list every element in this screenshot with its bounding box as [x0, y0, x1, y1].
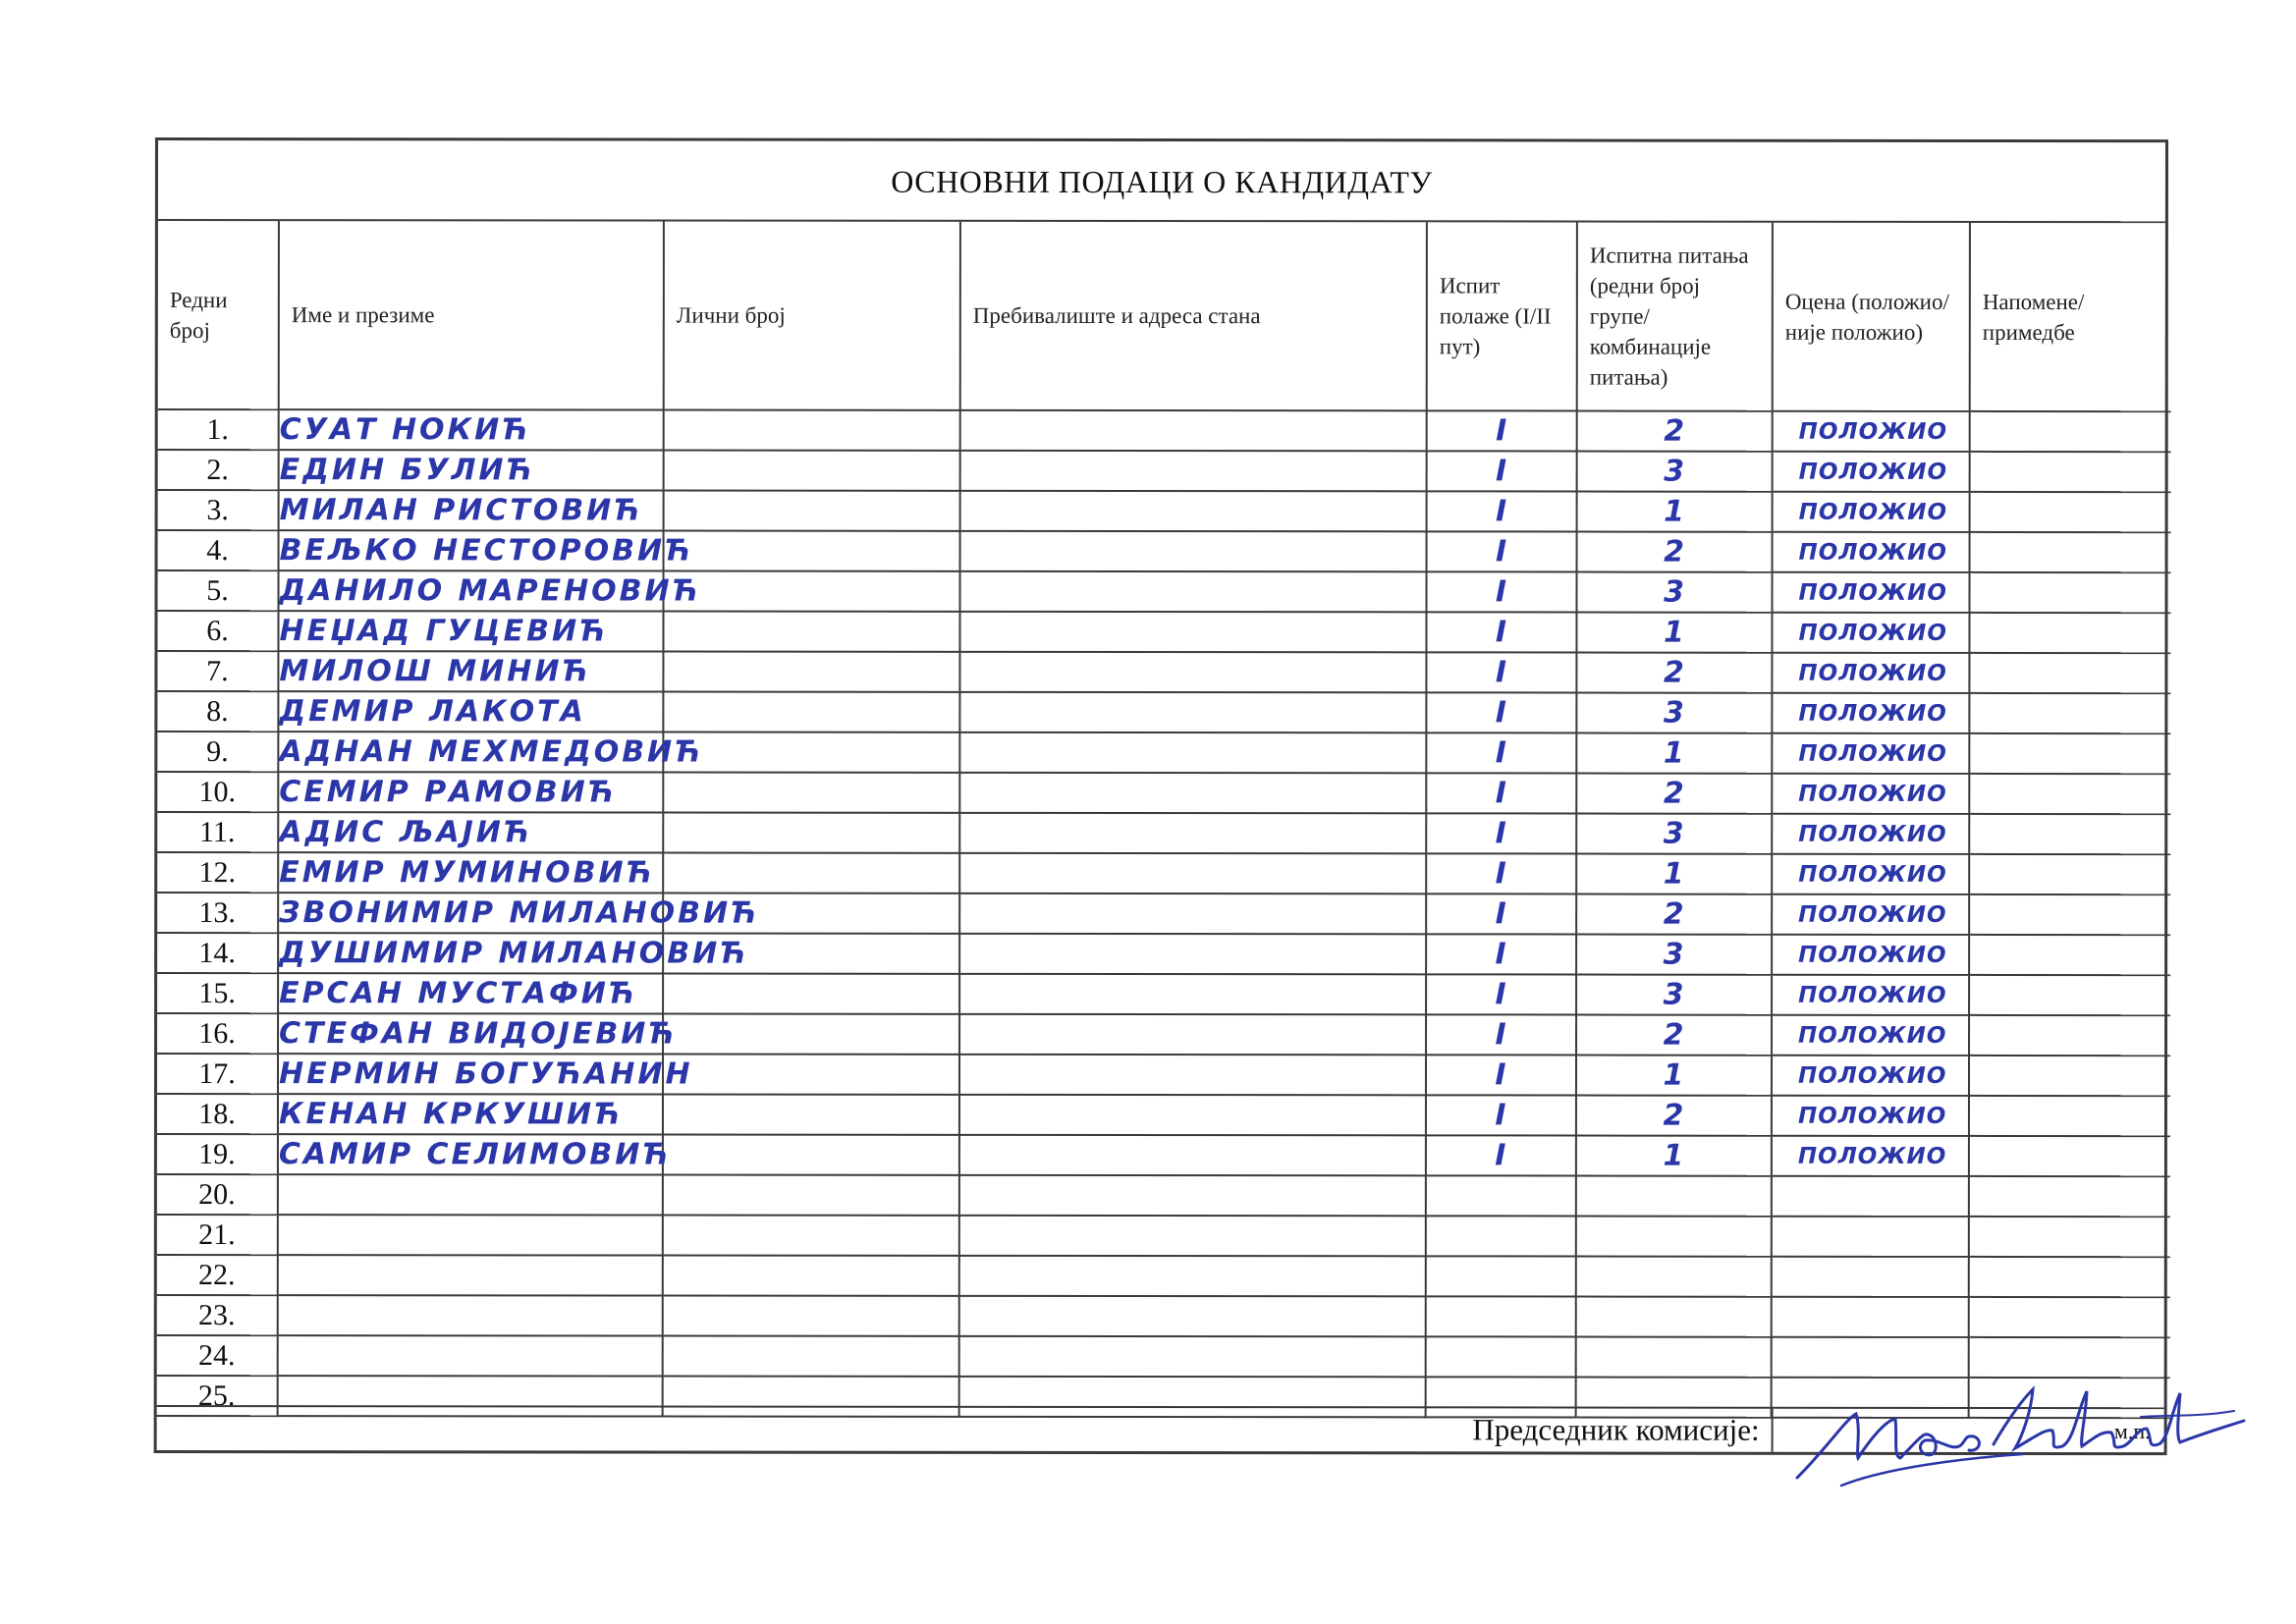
- candidate-name: [278, 1335, 663, 1376]
- grade-cell: ПОЛОЖИО: [1773, 532, 1970, 572]
- personal-id-cell: [663, 1055, 959, 1095]
- personal-id-cell: [663, 1014, 959, 1055]
- candidate-name: ВЕЉКО НЕСТОРОВИЋ: [279, 530, 664, 570]
- attempt-cell: I: [1427, 531, 1577, 571]
- notes-cell: [1970, 411, 2171, 452]
- grade-cell: ПОЛОЖИО: [1772, 693, 1969, 733]
- attempt-cell: I: [1426, 934, 1576, 974]
- notes-cell: [1970, 452, 2171, 492]
- personal-id-cell: [663, 813, 959, 853]
- address-cell: [959, 692, 1426, 732]
- personal-id-cell: [663, 1256, 959, 1296]
- candidate-name: САМИР СЕЛИМОВИЋ: [278, 1134, 663, 1174]
- address-cell: [959, 853, 1426, 893]
- notes-cell: [1969, 613, 2170, 653]
- address-cell: [959, 1256, 1426, 1296]
- exam-group-cell: [1576, 1257, 1772, 1297]
- grade-cell: ПОЛОЖИО: [1772, 935, 1969, 975]
- personal-id-cell: [664, 531, 960, 571]
- grade-cell: ПОЛОЖИО: [1772, 1136, 1969, 1176]
- grade-cell: ПОЛОЖИО: [1772, 653, 1969, 693]
- address-cell: [959, 773, 1426, 813]
- row-ordinal: 3.: [158, 490, 279, 530]
- grade-cell: ПОЛОЖИО: [1772, 814, 1969, 854]
- row-ordinal: 17.: [157, 1054, 278, 1094]
- grade-cell: ПОЛОЖИО: [1773, 452, 1970, 492]
- notes-cell: [1969, 894, 2170, 935]
- form-title: ОСНОВНИ ПОДАЦИ О КАНДИДАТУ: [158, 140, 2165, 223]
- exam-group-cell: 3: [1576, 975, 1772, 1015]
- candidate-name: НЕЏАД ГУЦЕВИЋ: [278, 611, 663, 651]
- attempt-cell: I: [1426, 1135, 1576, 1175]
- row-ordinal: 22.: [157, 1255, 278, 1295]
- exam-group-cell: 3: [1576, 935, 1772, 975]
- notes-cell: [1969, 653, 2170, 693]
- column-header-exam-questions: Испитна питања (редни број групе/ комбинације питања): [1577, 223, 1773, 411]
- exam-group-cell: [1576, 1297, 1772, 1337]
- candidate-name: СТЕФАН ВИДОЈЕВИЋ: [278, 1013, 663, 1054]
- exam-group-cell: 2: [1576, 1015, 1772, 1056]
- attempt-cell: I: [1426, 1014, 1576, 1055]
- row-ordinal: 21.: [157, 1215, 278, 1255]
- candidate-name: МИЛАН РИСТОВИЋ: [279, 490, 664, 530]
- personal-id-cell: [663, 1216, 959, 1256]
- exam-group-cell: 3: [1576, 572, 1772, 613]
- grade-cell: [1772, 1297, 1969, 1337]
- column-header-personal-id: Лични број: [664, 222, 960, 410]
- row-ordinal: 20.: [157, 1174, 278, 1215]
- table-row: [157, 1054, 2170, 1096]
- row-ordinal: 12.: [157, 852, 278, 893]
- row-ordinal: 18.: [157, 1094, 278, 1134]
- address-cell: [959, 1135, 1426, 1175]
- president-signature: [1787, 1360, 2249, 1488]
- address-cell: [959, 893, 1426, 934]
- column-header-address: Пребивалиште и адреса стана: [960, 222, 1427, 410]
- table-row: [157, 933, 2170, 975]
- grade-cell: [1772, 1176, 1969, 1217]
- candidate-name: АДИС ЉАЈИЋ: [278, 812, 663, 852]
- candidate-name: СУАТ НОКИЋ: [279, 409, 664, 450]
- personal-id-cell: [664, 410, 960, 451]
- address-cell: [960, 491, 1427, 531]
- candidate-form: [154, 137, 2168, 1455]
- exam-group-cell: [1576, 1337, 1772, 1378]
- exam-group-cell: [1576, 1176, 1772, 1217]
- personal-id-cell: [663, 1336, 959, 1377]
- address-cell: [959, 1175, 1426, 1216]
- exam-group-cell: 1: [1576, 613, 1772, 653]
- exam-group-cell: [1576, 1217, 1772, 1257]
- address-cell: [959, 612, 1426, 652]
- row-ordinal: 19.: [157, 1134, 278, 1174]
- address-cell: [959, 934, 1426, 974]
- attempt-cell: I: [1426, 853, 1576, 893]
- notes-cell: [1970, 492, 2171, 532]
- column-header-name: Име и презиме: [279, 221, 664, 409]
- attempt-cell: [1426, 1256, 1576, 1296]
- exam-group-cell: 1: [1576, 1136, 1772, 1176]
- attempt-cell: I: [1426, 773, 1576, 813]
- column-header-attempt: Испит полаже (I/II пут): [1427, 222, 1577, 410]
- grade-cell: ПОЛОЖИО: [1772, 975, 1969, 1015]
- candidate-table: [157, 221, 2171, 1419]
- table-row: [157, 570, 2170, 613]
- candidate-rows: [157, 409, 2171, 1418]
- exam-group-cell: 2: [1576, 1096, 1772, 1136]
- row-ordinal: 1.: [158, 409, 279, 450]
- attempt-cell: [1426, 1336, 1576, 1377]
- row-ordinal: 24.: [157, 1335, 278, 1376]
- grade-cell: ПОЛОЖИО: [1772, 894, 1969, 935]
- table-row: [157, 1215, 2170, 1257]
- candidate-name: ДЕМИР ЛАКОТА: [278, 691, 663, 731]
- row-ordinal: 7.: [157, 651, 278, 691]
- personal-id-cell: [663, 773, 959, 813]
- attempt-cell: I: [1426, 813, 1576, 853]
- table-row: [158, 530, 2171, 572]
- row-ordinal: 15.: [157, 973, 278, 1013]
- header-row: [158, 221, 2171, 411]
- notes-cell: [1969, 854, 2170, 894]
- table-row: [157, 852, 2170, 894]
- notes-cell: [1970, 532, 2171, 572]
- candidate-name: ДАНИЛО МАРЕНОВИЋ: [278, 570, 663, 611]
- table-row: [157, 973, 2170, 1015]
- address-cell: [960, 451, 1427, 491]
- grade-cell: [1772, 1257, 1969, 1297]
- attempt-cell: I: [1426, 571, 1576, 612]
- candidate-name: [278, 1174, 663, 1215]
- grade-cell: ПОЛОЖИО: [1773, 492, 1970, 532]
- notes-cell: [1969, 1056, 2170, 1096]
- exam-group-cell: 3: [1576, 814, 1772, 854]
- table-row: [157, 611, 2170, 653]
- candidate-name: ЕДИН БУЛИЋ: [279, 450, 664, 490]
- row-ordinal: 14.: [157, 933, 278, 973]
- grade-cell: ПОЛОЖИО: [1772, 774, 1969, 814]
- address-cell: [959, 571, 1426, 612]
- footer-divider: [1772, 1409, 1774, 1452]
- row-ordinal: 23.: [157, 1295, 278, 1335]
- exam-group-cell: 2: [1576, 774, 1772, 814]
- row-ordinal: 10.: [157, 772, 278, 812]
- candidate-name: ЕРСАН МУСТАФИЋ: [278, 973, 663, 1013]
- attempt-cell: [1426, 1175, 1576, 1216]
- address-cell: [959, 1216, 1426, 1256]
- row-ordinal: 6.: [157, 611, 278, 651]
- personal-id-cell: [663, 612, 959, 652]
- column-header-notes: Напомене/ примедбе: [1970, 223, 2171, 411]
- row-ordinal: 4.: [158, 530, 279, 570]
- notes-cell: [1969, 572, 2170, 613]
- address-cell: [959, 652, 1426, 692]
- notes-cell: [1969, 1217, 2170, 1257]
- table-row: [157, 731, 2170, 774]
- address-cell: [959, 1336, 1426, 1377]
- attempt-cell: I: [1426, 974, 1576, 1014]
- exam-group-cell: 1: [1576, 733, 1772, 774]
- notes-cell: [1969, 814, 2170, 854]
- exam-group-cell: 1: [1576, 854, 1772, 894]
- address-cell: [959, 732, 1426, 773]
- notes-cell: [1969, 1176, 2170, 1217]
- row-ordinal: 9.: [157, 731, 278, 772]
- table-row: [157, 1295, 2170, 1337]
- notes-cell: [1969, 935, 2170, 975]
- grade-cell: ПОЛОЖИО: [1772, 854, 1969, 894]
- exam-group-cell: 2: [1576, 653, 1772, 693]
- address-cell: [959, 1055, 1426, 1095]
- address-cell: [959, 1014, 1426, 1055]
- candidate-name: КЕНАН КРКУШИЋ: [278, 1094, 663, 1134]
- exam-group-cell: 1: [1576, 1056, 1772, 1096]
- row-ordinal: 13.: [157, 893, 278, 933]
- personal-id-cell: [663, 1095, 959, 1135]
- exam-group-cell: 1: [1577, 492, 1773, 532]
- grade-cell: ПОЛОЖИО: [1772, 1056, 1969, 1096]
- candidate-name: МИЛОШ МИНИЋ: [278, 651, 663, 691]
- table-row: [157, 1094, 2170, 1136]
- personal-id-cell: [663, 1135, 959, 1175]
- exam-group-cell: 3: [1577, 452, 1773, 492]
- personal-id-cell: [664, 451, 960, 491]
- exam-group-cell: 2: [1576, 894, 1772, 935]
- personal-id-cell: [664, 491, 960, 531]
- attempt-cell: I: [1426, 893, 1576, 934]
- address-cell: [959, 974, 1426, 1014]
- personal-id-cell: [663, 732, 959, 773]
- personal-id-cell: [663, 1175, 959, 1216]
- grade-cell: [1772, 1217, 1969, 1257]
- table-row: [157, 812, 2170, 854]
- table-row: [157, 772, 2170, 814]
- candidate-name: [278, 1295, 663, 1335]
- attempt-cell: I: [1426, 1095, 1576, 1135]
- table-row: [157, 1174, 2170, 1217]
- personal-id-cell: [663, 652, 959, 692]
- address-cell: [959, 1095, 1426, 1135]
- table-row: [157, 1013, 2170, 1056]
- candidate-name: АДНАН МЕХМЕДОВИЋ: [278, 731, 663, 772]
- attempt-cell: I: [1426, 692, 1576, 732]
- table-row: [157, 1255, 2170, 1297]
- attempt-cell: I: [1426, 612, 1576, 652]
- personal-id-cell: [663, 853, 959, 893]
- table-row: [157, 691, 2170, 733]
- commission-president-label: Председник комисије:: [1472, 1412, 1760, 1447]
- personal-id-cell: [663, 571, 959, 612]
- table-row: [157, 893, 2170, 935]
- candidate-name: ЕМИР МУМИНОВИЋ: [278, 852, 663, 893]
- row-ordinal: 16.: [157, 1013, 278, 1054]
- column-header-grade: Оцена (положио/ није положио): [1773, 223, 1970, 411]
- row-ordinal: 11.: [157, 812, 278, 852]
- attempt-cell: [1426, 1216, 1576, 1256]
- address-cell: [960, 410, 1427, 451]
- candidate-name: [278, 1215, 663, 1255]
- personal-id-cell: [663, 692, 959, 732]
- address-cell: [959, 1296, 1426, 1336]
- candidate-name: ЗВОНИМИР МИЛАНОВИЋ: [278, 893, 663, 933]
- attempt-cell: I: [1427, 410, 1577, 451]
- exam-group-cell: 2: [1577, 411, 1773, 452]
- exam-group-cell: 3: [1576, 693, 1772, 733]
- attempt-cell: I: [1427, 491, 1577, 531]
- attempt-cell: [1426, 1296, 1576, 1336]
- grade-cell: ПОЛОЖИО: [1772, 572, 1969, 613]
- grade-cell: ПОЛОЖИО: [1772, 613, 1969, 653]
- table-row: [158, 450, 2171, 492]
- attempt-cell: I: [1426, 652, 1576, 692]
- notes-cell: [1969, 1257, 2170, 1297]
- row-ordinal: 2.: [158, 450, 279, 490]
- attempt-cell: I: [1426, 1055, 1576, 1095]
- stamp-label: м.п.: [2113, 1419, 2151, 1444]
- table-row: [157, 1134, 2170, 1176]
- table-row: [157, 651, 2170, 693]
- candidate-name: ДУШИМИР МИЛАНОВИЋ: [278, 933, 663, 973]
- table-row: [158, 490, 2171, 532]
- row-ordinal: 25.: [157, 1376, 278, 1416]
- personal-id-cell: [663, 974, 959, 1014]
- attempt-cell: I: [1426, 732, 1576, 773]
- row-ordinal: 8.: [157, 691, 278, 731]
- personal-id-cell: [663, 1296, 959, 1336]
- candidate-name: НЕРМИН БОГУЋАНИН: [278, 1054, 663, 1094]
- candidate-name: СЕМИР РАМОВИЋ: [278, 772, 663, 812]
- notes-cell: [1969, 975, 2170, 1015]
- notes-cell: [1969, 693, 2170, 733]
- notes-cell: [1969, 1015, 2170, 1056]
- notes-cell: [1969, 733, 2170, 774]
- exam-group-cell: 2: [1577, 532, 1773, 572]
- grade-cell: ПОЛОЖИО: [1772, 1015, 1969, 1056]
- row-ordinal: 5.: [157, 570, 278, 611]
- notes-cell: [1969, 774, 2170, 814]
- grade-cell: ПОЛОЖИО: [1772, 1096, 1969, 1136]
- table-row: [158, 409, 2171, 452]
- grade-cell: ПОЛОЖИО: [1773, 411, 1970, 452]
- address-cell: [959, 813, 1426, 853]
- attempt-cell: I: [1427, 451, 1577, 491]
- candidate-name: [278, 1255, 663, 1295]
- grade-cell: ПОЛОЖИО: [1772, 733, 1969, 774]
- notes-cell: [1969, 1136, 2170, 1176]
- notes-cell: [1969, 1096, 2170, 1136]
- column-header-ordinal: Редни број: [158, 221, 279, 409]
- address-cell: [960, 531, 1427, 571]
- notes-cell: [1969, 1297, 2170, 1337]
